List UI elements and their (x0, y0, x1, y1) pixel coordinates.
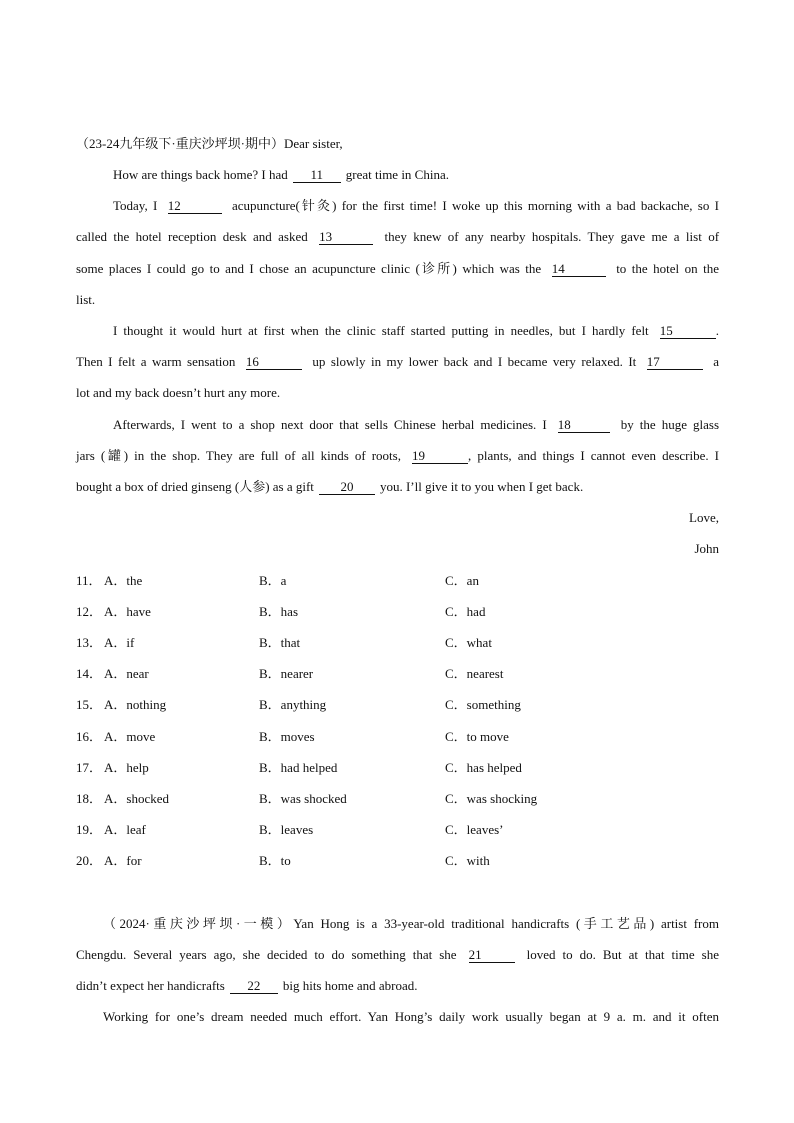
q13-option-c[interactable]: C．what (445, 635, 492, 650)
q20-option-b[interactable]: B．to (259, 853, 291, 868)
q15-option-c[interactable]: C．something (445, 697, 521, 712)
q20-number: 20． (76, 853, 103, 868)
passage2-line-4: Working for one’s dream needed much effort. Yan Hong’s daily work usually began at 9 a. m. and it often (103, 1009, 719, 1024)
q14-number: 14． (76, 666, 103, 681)
line-text: lot and my back doesn’t hurt any more. (76, 385, 281, 400)
passage1-line-11 (76, 478, 719, 496)
blank-20: 20 (319, 479, 375, 495)
q19-option-b[interactable]: B．leaves (259, 822, 314, 837)
q17-option-c[interactable]: C．has helped (445, 760, 522, 775)
line-text: they knew of any nearby hospitals. They gave me a list of (384, 229, 720, 244)
q15-option-a[interactable]: A．nothing (104, 697, 167, 712)
line-text: some places I could go to and I chose an acupuncture clinic (诊所) which was the (76, 261, 542, 276)
blank-18: 18 (558, 417, 610, 433)
q19-option-c[interactable]: C．leaves’ (445, 822, 504, 837)
q16-option-c[interactable]: C．to move (445, 729, 509, 744)
blank-16: 16 (246, 354, 302, 370)
q17-option-b[interactable]: B．had helped (259, 760, 338, 775)
q17-number: 17． (76, 760, 103, 775)
q13-option-b[interactable]: B．that (259, 635, 301, 650)
q12-number: 12． (76, 604, 103, 619)
passage2-line-2 (76, 946, 719, 964)
q12-option-b[interactable]: B．has (259, 604, 299, 619)
line-text: acupuncture(针灸) for the first time! I woke up this morning with a bad backache, so I (232, 198, 720, 213)
q15-option-b[interactable]: B．anything (259, 697, 327, 712)
passage1-heading (76, 135, 719, 153)
blank-13: 13 (319, 229, 373, 245)
q18-number: 18． (76, 791, 103, 806)
blank-19: 19 (412, 448, 468, 464)
q11-option-c[interactable]: C．an (445, 573, 479, 588)
line-text: bought a box of dried ginseng (人参) as a gift (76, 479, 314, 494)
line-text: Chengdu. Several years ago, she decided to do something that she (76, 947, 457, 962)
line-text: , plants, and things I cannot even describe. I (468, 448, 720, 463)
line-text: called the hotel reception desk and asked (76, 229, 308, 244)
passage1-line-2 (113, 197, 719, 215)
passage1-line-9 (113, 416, 719, 434)
blank-22: 22 (230, 978, 278, 994)
q12-option-c[interactable]: C．had (445, 604, 486, 619)
passage1-line-6 (113, 322, 719, 340)
line-text: Then I felt a warm sensation (76, 354, 236, 369)
line-text: to the hotel on the (616, 261, 720, 276)
q14-option-a[interactable]: A．near (104, 666, 149, 681)
blank-12: 12 (168, 198, 222, 214)
q16-number: 16． (76, 729, 103, 744)
q19-number: 19． (76, 822, 103, 837)
q12-option-a[interactable]: A．have (104, 604, 151, 619)
blank-21: 21 (469, 947, 515, 963)
blank-11: 11 (293, 167, 341, 183)
line-text: by the huge glass (620, 417, 720, 432)
line-text: a (713, 354, 720, 369)
line-text: great time in China. (345, 167, 449, 182)
blank-15: 15 (660, 323, 716, 339)
line-text: How are things back home? I had (113, 167, 288, 182)
letter-closing: Love, (689, 510, 719, 525)
passage1-source: （23-24九年级下·重庆沙坪坝·期中） (76, 136, 284, 151)
line-text: Afterwards, I went to a shop next door that sells Chinese herbal medicines. I (113, 417, 547, 432)
q13-number: 13． (76, 635, 103, 650)
q20-option-a[interactable]: A．for (104, 853, 142, 868)
q19-option-a[interactable]: A．leaf (104, 822, 146, 837)
line-text: I thought it would hurt at first when the clinic staff started putting in needles, but I hardly felt (113, 323, 649, 338)
q16-option-a[interactable]: A．move (104, 729, 156, 744)
q11-option-b[interactable]: B．a (259, 573, 287, 588)
line-text: up slowly in my lower back and I became very relaxed. It (312, 354, 637, 369)
q20-option-c[interactable]: C．with (445, 853, 490, 868)
line-text: you. I’ll give it to you when I get back. (379, 479, 584, 494)
passage1-line-10 (76, 447, 719, 465)
q16-option-b[interactable]: B．moves (259, 729, 315, 744)
line-text: . (715, 323, 720, 338)
passage1-salutation: Dear sister, (284, 136, 343, 151)
line-text: jars (罐) in the shop. They are full of all kinds of roots, (76, 448, 401, 463)
q11-option-a[interactable]: A．the (104, 573, 143, 588)
blank-14: 14 (552, 261, 606, 277)
passage1-line-4 (76, 260, 719, 278)
line-text: didn’t expect her handicrafts (76, 978, 225, 993)
q14-option-c[interactable]: C．nearest (445, 666, 504, 681)
line-text: loved to do. But at that time she (526, 947, 719, 962)
q13-option-a[interactable]: A．if (104, 635, 135, 650)
passage1-line-8 (76, 384, 719, 402)
q11-number: 11． (76, 573, 102, 588)
line-text: list. (76, 292, 96, 307)
passage1-line-7 (76, 353, 719, 371)
line-text: big hits home and abroad. (282, 978, 418, 993)
letter-signature: John (694, 541, 719, 556)
blank-17: 17 (647, 354, 703, 370)
passage2-line-3 (76, 977, 719, 995)
q18-option-b[interactable]: B．was shocked (259, 791, 347, 806)
passage2-line-1: （2024·重庆沙坪坝·一模）Yan Hong is a 33-year-old traditional handicrafts (手工艺品) artist from (103, 916, 719, 931)
q17-option-a[interactable]: A．help (104, 760, 149, 775)
q14-option-b[interactable]: B．nearer (259, 666, 314, 681)
q18-option-c[interactable]: C．was shocking (445, 791, 538, 806)
q18-option-a[interactable]: A．shocked (104, 791, 169, 806)
passage1-line-1 (113, 166, 719, 184)
passage1-line-5 (76, 291, 719, 309)
passage1-line-3 (76, 228, 719, 246)
line-text: Today, I (113, 198, 158, 213)
q15-number: 15． (76, 697, 103, 712)
